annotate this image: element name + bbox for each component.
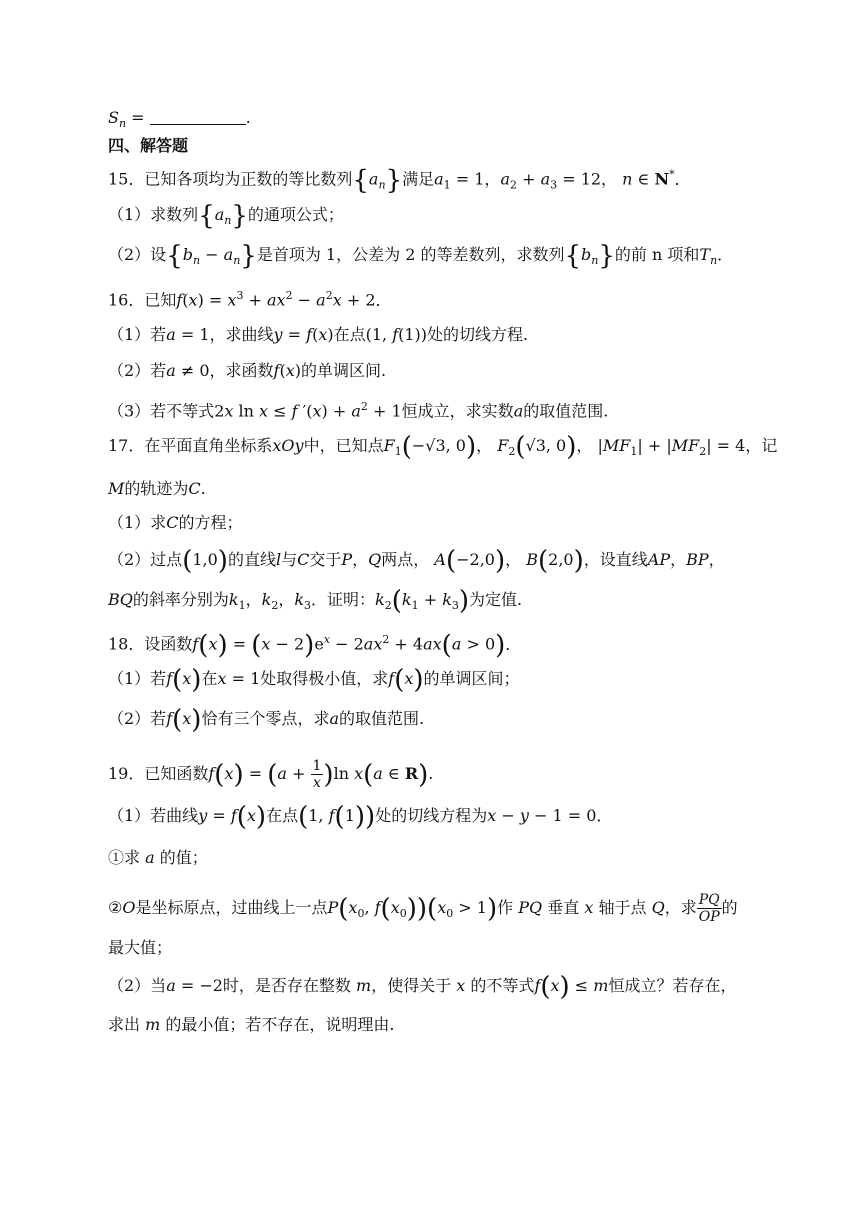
q15-stem: 15．已知各项均为正数的等比数列$\{a_n\}$满足$a_1 = 1$，$a_2 + a_3 = 12$， n ∈ N*． xyxy=(108,165,691,196)
q17-part2: （2）过点(1,0)的直线l与C交于P，Q两点， A(−2,0)， B(2,0)，设直线AP，BP， xyxy=(108,546,725,576)
q19-stem: 19．已知函数f(x) = (a + $\frac{1}{x}$ )ln x(a ∈ R). xyxy=(108,758,434,791)
q16-part3: （3）若不等式2x ln x ≤ f $'(x) + a^2 + 1$恒成立，求实数a的取值范围. xyxy=(108,400,609,421)
q19-part2: （2）当a = −2时，是否存在整数 m，使得关于 x 的不等式f(x) ≤ m恒成立？若存在， xyxy=(108,972,737,1002)
q15-part2: （2）设$\{b_n - a_n\}$是首项为 1，公差为 2 的等差数列，求数列$\{b_n\}$的前 n 项和$T_n$． xyxy=(108,241,734,271)
q19-sub2-cont: 最大值； xyxy=(108,938,173,957)
s-symbol: S xyxy=(108,108,119,127)
q19-sub1: ①求 a 的值； xyxy=(108,848,208,867)
q14-answer-line: $S_n$ = . xyxy=(108,108,251,131)
q16-stem: 16．已知$f(x) = x^3 + ax^2 - a^2x + 2$． xyxy=(108,289,392,310)
q19-sub2: ②O是坐标原点，过曲线上一点$P(x_0$, $f(x_0))(x_0 > 1)$作 PQ 垂直 x 轴于点 Q，求 $\frac{PQ}{OP}$ 的 xyxy=(108,892,738,925)
q19-part2-cont: 求出 m 的最小值；若不存在，说明理由. xyxy=(108,1015,395,1034)
q18-stem: 18．设函数$f(x) = (x - 2)e^x - 2ax^2 + 4ax(a > 0)$． xyxy=(108,630,522,661)
q16-part1: （1）若a = 1，求曲线y = f(x)在点(1, f(1))处的切线方程. xyxy=(108,325,529,344)
answer-blank[interactable] xyxy=(150,110,246,125)
q17-stem-cont: M的轨迹为C. xyxy=(108,479,206,498)
q17-part1: （1）求C的方程； xyxy=(108,513,243,532)
q18-part1: （1）若f(x)在x = 1处取得极小值，求f(x)的单调区间； xyxy=(108,665,520,695)
q16-part2: （2）若a ≠ 0，求函数f(x)的单调区间. xyxy=(108,361,387,380)
q18-part2: （2）若f(x)恰有三个零点，求a的取值范围. xyxy=(108,705,425,735)
q15-part1: （1）求数列$\{a_n\}$的通项公式； xyxy=(108,201,344,231)
q17-part2-cont: BQ的斜率分别为$k_1$，$k_2$，$k_3$．证明：$k_2(k_1 + k_3)$为定值. xyxy=(108,586,523,616)
section-heading: 四、解答题 xyxy=(108,136,189,155)
q17-stem: 17．在平面直角坐标系xOy中，已知点$F_1(-√3$, 0)， $F_2(√3$, 0)， $|MF_1| + |MF_2| = 4$，记 xyxy=(108,432,778,462)
q19-part1: （1）若曲线y = f(x)在点(1, f(1))处的切线方程为x − y − 1 = 0． xyxy=(108,802,613,832)
